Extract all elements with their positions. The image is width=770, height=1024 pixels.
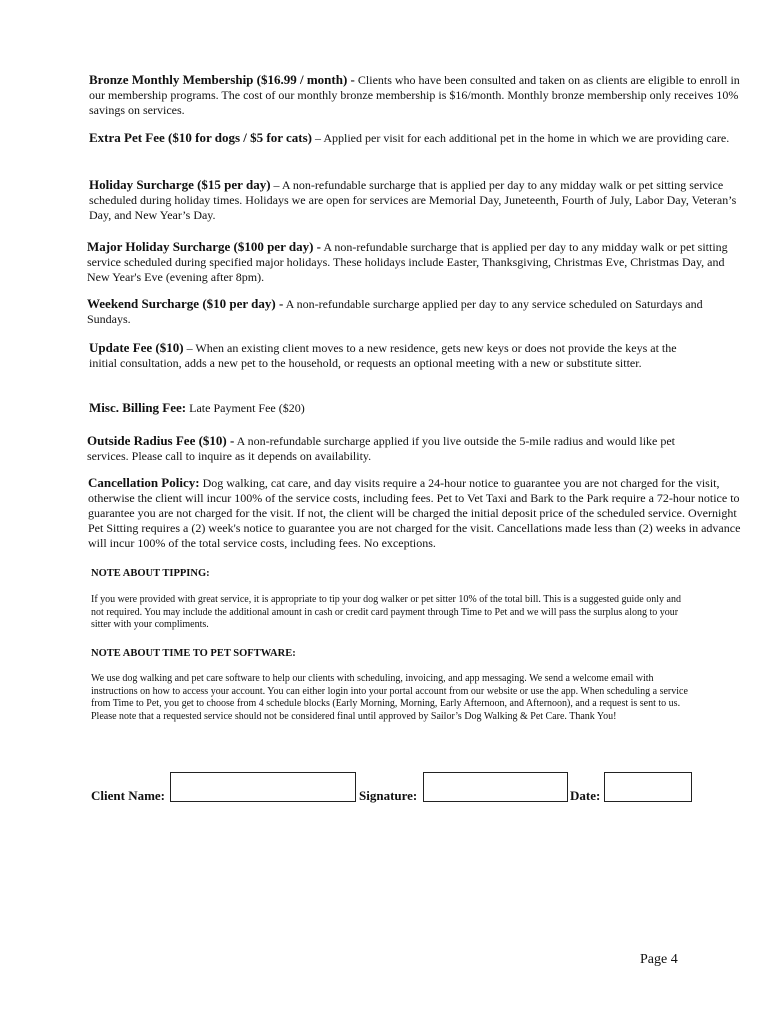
page-number: Page 4 [640,952,678,967]
extra-pet-fee-section [89,130,749,146]
tipping-note-body: If you were provided with great service, it is appropriate to tip your dog walker or pet sitter 10% of the total bill. This is a suggested guide only and not required. You may include the additional amount in cash or credit card payment through Time to Pet and we will pass the surplus along to your sitter with your compliments. [91,594,681,631]
section-text: A non-refundable surcharge that is applied per day to any midday walk or pet sitting service scheduled during specified major holidays. These holidays include Easter, Thanksgiving, Christmas Eve, Christmas Day, and New Year's Eve (evening after 8pm). [87,240,728,284]
section-title: Outside Radius Fee ($10) - [87,433,235,448]
tipping-note-heading: NOTE ABOUT TIPPING: [91,568,210,579]
section-text: Dog walking, cat care, and day visits require a 24-hour notice to guarantee you are not charged for the visit, otherwise the client will incur 100% of the service costs, including fees. Pet to Vet Taxi and Bark to the Park require a 72-hour notice to guarantee you are not charged for the visit. If not, the client will be charged the initial deposit price of the scheduled service. Overnight Pet Sitting requires a (2) week's notice to guarantee you are not charged for the visit. Cancellations made less than (2) weeks in advance will incur 100% of the total service costs, including fees. No exceptions. [88,476,741,550]
section-title: Bronze Monthly Membership ($16.99 / month) - [89,72,355,87]
section-title: Major Holiday Surcharge ($100 per day) - [87,239,321,254]
section-title: Extra Pet Fee ($10 for dogs / $5 for cats) [89,130,312,145]
client-name-label: Client Name: [91,788,166,803]
software-note-body: We use dog walking and pet care software to help our clients with scheduling, invoicing, and app messaging. We send a welcome email with instructions on how to access your account. You can either login into your portal account from our website or use the app. When scheduling a service from Time to Pet, you get to choose from 4 schedule blocks (Early Morning, Morning, Early Afternoon, and Afternoon), and a request is sent to us. Please note that a requested service should not be considered final until approved by Sailor’s Dog Walking & Pet Care. Thank You! [91,673,688,722]
section-text: Clients who have been consulted and taken on as clients are eligible to enroll in our membership programs. The cost of our monthly bronze membership is $16/month. Monthly bronze membership only receives 10% savings on services. [89,73,740,117]
bronze-membership-section [89,72,749,118]
section-text: Late Payment Fee ($20) [186,401,305,415]
outside-radius-fee-section [87,433,687,464]
signature-label: Signature: [359,788,418,803]
section-title: Holiday Surcharge ($15 per day) [89,177,271,192]
section-title: Update Fee ($10) [89,340,184,355]
section-title: Misc. Billing Fee: [89,400,187,415]
holiday-surcharge-section [89,177,749,223]
misc-billing-fee-section [89,400,749,416]
date-field[interactable] [604,772,692,802]
section-title: Weekend Surcharge ($10 per day) - [87,296,284,311]
signature-field[interactable] [423,772,568,802]
major-holiday-surcharge-section [87,239,747,285]
software-note-heading: NOTE ABOUT TIME TO PET SOFTWARE: [91,648,296,659]
weekend-surcharge-section [87,296,747,327]
section-title: Cancellation Policy: [88,475,200,490]
section-text: – A non-refundable surcharge that is applied per day to any midday walk or pet sitting service scheduled during holiday times. Holidays we are open for services are Memorial Day, Juneteenth, Fourth of July, Labor Day, Veteran’s Day, and New Year’s Day. [89,178,737,222]
section-text: A non-refundable surcharge applied per day to any service scheduled on Saturdays and Sundays. [87,297,703,326]
section-text: A non-refundable surcharge applied if you live outside the 5-mile radius and would like pet services. Please call to inquire as it depends on availability. [87,434,676,463]
section-text: – Applied per visit for each additional pet in the home in which we are providing care. [312,131,730,145]
section-text: – When an existing client moves to a new residence, gets new keys or does not provide the keys at the initial consultation, adds a new pet to the household, or requests an optional meeting with a new or substitute sitter. [89,341,677,370]
client-name-field[interactable] [170,772,356,802]
date-label: Date: [570,788,601,803]
update-fee-section [89,340,689,371]
cancellation-policy-section [88,475,744,551]
